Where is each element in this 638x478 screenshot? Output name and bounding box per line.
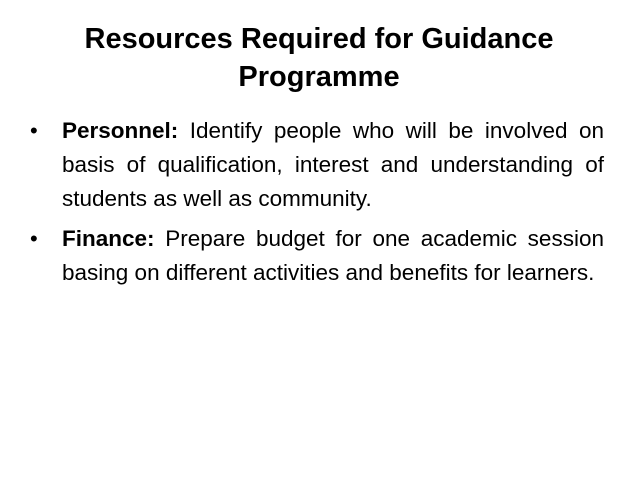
- bullet-text: Prepare budget for one academic session basing on different activities and benefits for learners.: [62, 226, 604, 285]
- bullet-list: [30, 114, 604, 296]
- slide-title: [40, 20, 598, 96]
- bullet-finance: [30, 222, 604, 290]
- slide-title-line-2: Programme: [238, 61, 400, 93]
- bullet-marker: •: [30, 118, 38, 143]
- bullet-marker: •: [30, 226, 38, 251]
- slide-title-line-1: Resources Required for Guidance: [84, 23, 554, 55]
- bullet-term: Finance:: [62, 226, 166, 251]
- bullet-term: Personnel:: [62, 118, 190, 143]
- bullet-text: Identify people who will be involved on basis of qualification, interest and understanding of students as well as community.: [62, 118, 604, 211]
- bullet-personnel: [30, 114, 604, 216]
